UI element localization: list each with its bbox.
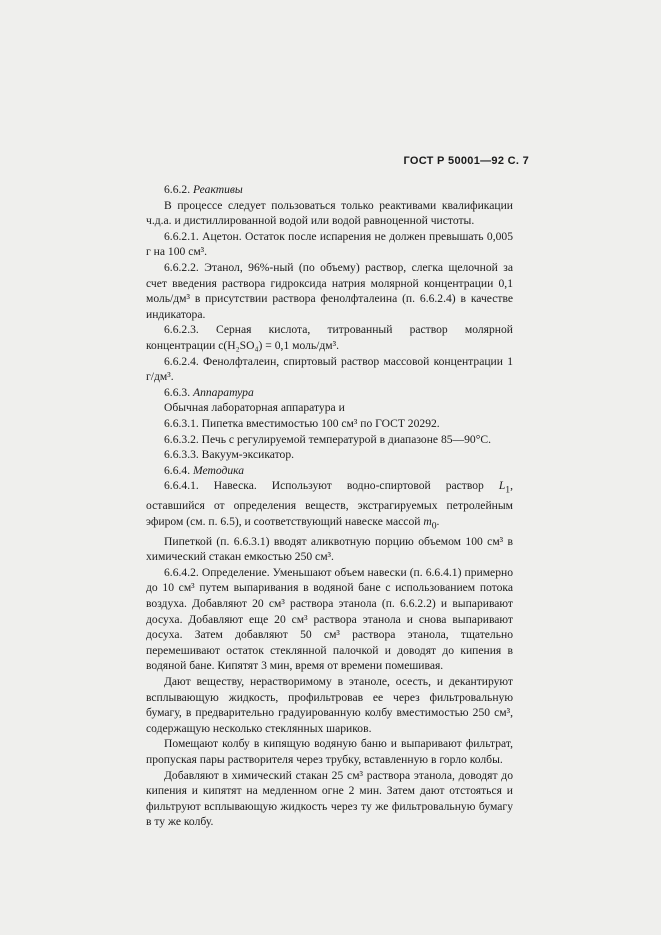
subscript: 0 (431, 520, 437, 532)
paragraph: Помещают колбу в кипящую водяную баню и выпаривают фильтрат, пропуская пары растворителя через трубку, вставленную в горло колбы. (146, 737, 513, 766)
paragraph: Дают веществу, нерастворимому в этаноле, осесть, и декантируют всплывающую жидкость, профильтровав ее через фильтровальную бумагу, в предварительно градуированную колбу вместимостью 250 см³, содержащую несколько стеклянных шариков. (146, 675, 513, 735)
section-number: 6.6.4. (164, 463, 191, 477)
section-heading-method (146, 463, 513, 479)
paragraph: Пипеткой (п. 6.6.3.1) вводят аликвотную порцию объемом 100 см³ в химический стакан емкостью 250 см³. (146, 534, 513, 564)
paragraph: Обычная лабораторная аппаратура и (164, 401, 345, 415)
document-body (146, 182, 513, 830)
paragraph: 6.6.2.1. Ацетон. Остаток после испарения не должен превышать 0,005 г на 100 см³. (146, 229, 513, 259)
paragraph: 6.6.3.2. Печь с регулируемой температурой в диапазоне 85—90°С. (164, 432, 491, 446)
text-run: . (436, 514, 440, 528)
page-header: ГОСТ Р 50001—92 С. 7 (403, 155, 529, 167)
variable: L (498, 479, 506, 493)
section-title: Методика (193, 463, 245, 477)
variable: m (423, 514, 432, 528)
paragraph: 6.6.3.1. Пипетка вместимостью 100 см³ по ГОСТ 20292. (164, 416, 440, 430)
paragraph: Добавляют в химический стакан 25 см³ раствора этанола, доводят до кипения и кипятят на медленном огне 2 мин. Затем дают отстояться и фильтруют всплывающую жидкость через ту же фильтровальную бумагу в ту же колбу. (146, 768, 513, 829)
paragraph: 6.6.2.4. Фенолфталеин, спиртовый раствор массовой концентрации 1 г/дм³. (146, 354, 513, 384)
section-title: Аппаратура (193, 385, 254, 399)
text-run: 6.6.4.1. Навеска. Используют водно-спиртовой раствор (164, 479, 499, 493)
section-number: 6.6.3. (164, 385, 191, 399)
paragraph: 6.6.2.3. Серная кислота, титрованный раствор молярной концентрации c(H₂SO₄) = 0,1 моль/дм³. (146, 323, 513, 352)
section-number: 6.6.2. (164, 183, 191, 196)
subscript: 1 (505, 484, 511, 496)
paragraph: 6.6.2.2. Этанол, 96%-ный (по объему) раствор, слегка щелочной за счет введения раствора гидроксида натрия молярной концентрации 0,1 моль/дм³ в присутствии раствора фенолфталеина (п. 6.6.2.4) в качестве индикатора. (146, 260, 513, 321)
paragraph: 6.6.3.3. Вакуум-эксикатор. (164, 448, 295, 462)
section-heading-apparatus (146, 385, 513, 401)
paragraph: 6.6.4.2. Определение. Уменьшают объем навески (п. 6.6.4.1) примерно до 10 см³ путем выпаривания в водяной бане с использованием потока воздуха. Добавляют 20 см³ раствора этанола (п. 6.6.2.2) и выпаривают досуха. Добавляют еще 20 см³ раствора этанола и снова выпаривают досуха. Затем добавляют 50 см³ раствора этанола, тщательно перемешивают остаток стеклянной палочкой и доводят до кипения в водяной бане. Кипятят 3 мин, время от времени помешивая. (146, 565, 513, 673)
paragraph (146, 478, 513, 533)
section-title: Реактивы (193, 183, 243, 196)
paragraph: В процессе следует пользоваться только реактивами квалификации ч.д.а. и дистиллированной водой или водой равноценной чистоты. (146, 198, 513, 228)
text-run: , оставшийся от определения веществ, экстрагируемых петролейным эфиром (см. п. 6.5), и соответствующий навеске массой (146, 479, 513, 528)
section-heading-reagents (146, 182, 513, 198)
